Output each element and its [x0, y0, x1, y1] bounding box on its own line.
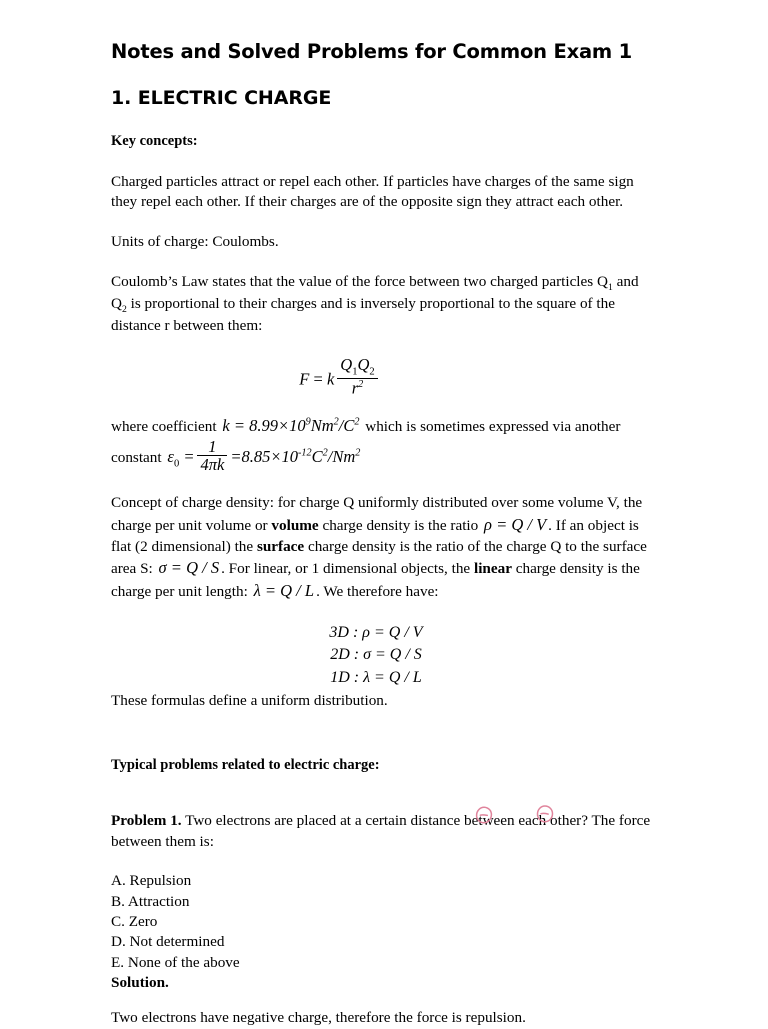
equation-coulomb-law — [111, 356, 657, 397]
coefficient-text-b: which is sometimes expressed via another constant — [111, 417, 621, 466]
equation-block-density — [111, 622, 657, 690]
epsilon-times: × — [270, 446, 282, 466]
problem-1-text: Two electrons are placed at a certain distance between each other? The force between them is: — [111, 811, 651, 850]
epsilon-den-k: k — [217, 455, 225, 475]
charge-density-text-d: charge density is the ratio of the charge Q to the surface area S: — [111, 537, 647, 578]
eq-q1-sub: 1 — [352, 366, 358, 378]
solution-text: Two electrons have negative charge, therefore the force is repulsion. — [111, 1009, 526, 1027]
k-slash: / — [338, 415, 344, 435]
problem-1-label: Problem 1. — [111, 811, 182, 829]
k-units-denominator-exp: 2 — [354, 416, 360, 428]
equation-k-value — [220, 416, 361, 435]
charge-density-text-b: charge density is the ratio — [318, 516, 483, 534]
eq-q2: Q — [357, 354, 370, 374]
charge-density-text-g: . We therefore have: — [316, 582, 439, 600]
answer-choice-b[interactable]: B. Attraction — [111, 892, 190, 910]
epsilon-units-numerator-exp: 2 — [322, 447, 328, 459]
equation-epsilon-zero — [165, 436, 362, 475]
eq-r-exponent: 2 — [358, 378, 364, 390]
epsilon-equals-1: = — [183, 446, 195, 466]
k-units-denominator: C — [343, 415, 355, 435]
equation-density-1d: 1D : λ = Q / L — [330, 669, 422, 687]
eq-q1: Q — [340, 354, 353, 374]
eq-q2-sub: 2 — [369, 366, 375, 378]
epsilon-fraction — [197, 438, 227, 475]
coulombs-law-text-a: Coulomb’s Law states that the value of the force between two charged particles Q — [111, 272, 608, 290]
eq-fraction-numerator — [337, 356, 377, 378]
k-equals: = — [233, 415, 245, 435]
eq-equals: = — [313, 369, 323, 389]
document-body — [111, 40, 657, 1029]
answer-choice-d[interactable]: D. Not determined — [111, 933, 225, 951]
bold-volume: volume — [271, 516, 319, 534]
epsilon-base: 10 — [281, 446, 298, 466]
charge-density-text-e: . For linear, or 1 dimensional objects, the — [221, 560, 474, 578]
k-units-numerator: Nm — [310, 415, 334, 435]
problem-1-statement — [111, 811, 657, 852]
charge-density-text-a: Concept of charge density: for charge Q uniformly distributed over some volume V, the charge per unit volume or — [111, 494, 643, 534]
equation-lambda-inline: λ = Q / L — [253, 580, 315, 600]
coulombs-law-text-b: and Q — [111, 272, 639, 312]
paragraph-coulombs-law — [111, 272, 657, 337]
k-units-numerator-exp: 2 — [333, 416, 339, 428]
k-base: 10 — [289, 415, 306, 435]
charge-density-text-c: . If an object is flat (2 dimensional) the — [111, 516, 639, 555]
key-concepts-label: Key concepts: — [111, 133, 198, 150]
charge-density-text-f: charge density is the charge per unit length: — [111, 560, 640, 600]
k-exponent: 9 — [305, 416, 311, 428]
paragraph-charge-density — [111, 493, 657, 602]
k-symbol: k — [222, 415, 230, 435]
bold-linear: linear — [473, 560, 512, 578]
paragraph-coefficient-k — [111, 415, 657, 474]
paragraph-uniform-distribution: These formulas define a uniform distribution. — [111, 691, 388, 709]
coefficient-text-a: where coefficient — [111, 417, 221, 435]
epsilon-units-denominator-exp: 2 — [355, 447, 361, 459]
bold-surface: surface — [256, 537, 305, 555]
section-heading: 1. ELECTRIC CHARGE — [111, 87, 332, 110]
spacer-before-problem — [111, 796, 657, 811]
answer-choice-c[interactable]: C. Zero — [111, 913, 158, 931]
epsilon-mantissa: 8.85 — [241, 446, 271, 466]
equation-density-2d: 2D : σ = Q / S — [330, 646, 422, 664]
eq-r: r — [351, 378, 359, 398]
answer-choice-a[interactable]: A. Repulsion — [111, 872, 192, 890]
epsilon-exponent: -12 — [298, 447, 312, 459]
eq-fraction-denominator — [337, 378, 377, 397]
epsilon-units-numerator: C — [311, 446, 323, 466]
answer-choices-list — [111, 871, 657, 973]
answer-choice-e[interactable]: E. None of the above — [111, 953, 240, 971]
paragraph-units-of-charge: Units of charge: Coulombs. — [111, 233, 279, 251]
paragraph-charged-particles: Charged particles attract or repel each other. If particles have charges of the same sign they repel each other. If their charges are of the opposite sign they attract each other. — [111, 172, 634, 211]
spacer-before-solution-text — [111, 993, 657, 1008]
q1-subscript: 1 — [607, 281, 613, 293]
equation-density-3d: 3D : ρ = Q / V — [329, 623, 423, 641]
epsilon-den-4: 4 — [200, 455, 209, 475]
page-title: Notes and Solved Problems for Common Exam 1 — [111, 40, 632, 63]
eq-fraction — [337, 356, 377, 397]
coulombs-law-text-c: is proportional to their charges and is inversely proportional to the square of the distance r between them: — [111, 294, 615, 335]
equation-sigma-inline: σ = Q / S — [158, 558, 220, 578]
epsilon-units-denominator: Nm — [332, 446, 356, 466]
eq-k-symbol: k — [326, 369, 335, 389]
typical-problems-heading: Typical problems related to electric charge: — [111, 757, 380, 774]
solution-label: Solution. — [111, 974, 169, 992]
epsilon-den-pi: π — [208, 455, 218, 475]
epsilon-fraction-numerator: 1 — [208, 436, 217, 456]
epsilon-slash: / — [327, 446, 333, 466]
eq-force-symbol: F — [299, 369, 310, 389]
k-mantissa: 8.99 — [249, 415, 278, 435]
k-times: × — [277, 415, 290, 435]
epsilon-equals-2: = — [230, 446, 242, 466]
spacer-before-typical-problems — [111, 730, 657, 756]
q2-subscript: 2 — [121, 304, 127, 315]
epsilon-fraction-denominator — [197, 455, 227, 474]
equation-rho-inline: ρ = Q / V — [484, 514, 547, 534]
epsilon-symbol: ε — [167, 446, 174, 466]
epsilon-subscript: 0 — [173, 458, 180, 470]
